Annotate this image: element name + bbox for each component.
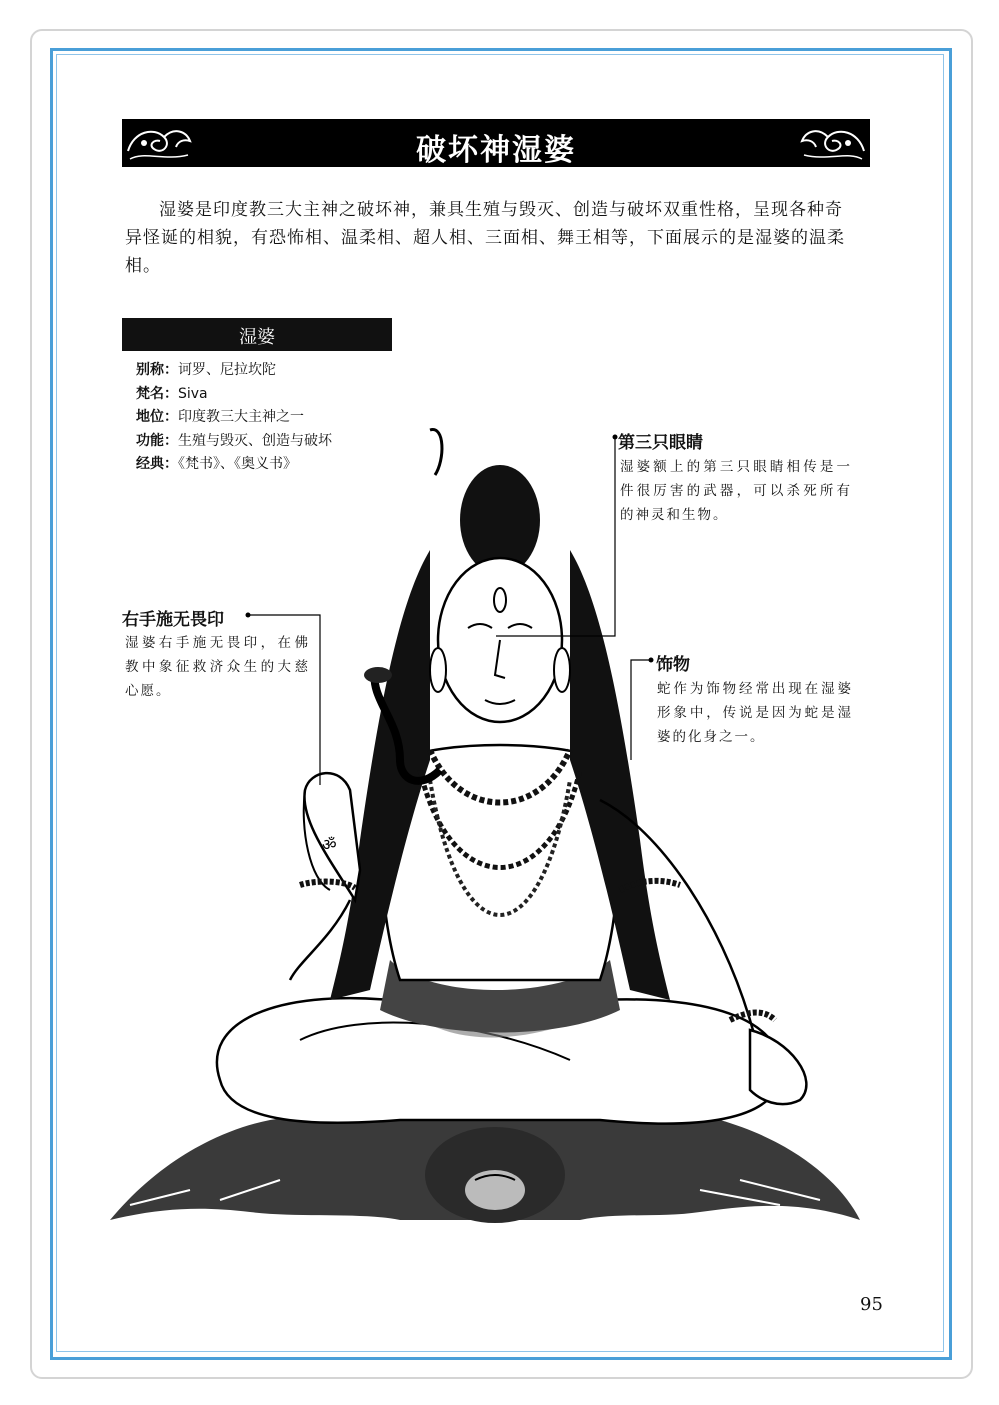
- profile-label: 梵名：: [136, 385, 178, 402]
- profile-row: [136, 359, 436, 383]
- annotation-ornament-body: 蛇作为饰物经常出现在湿婆形象中，传说是因为蛇是湿婆的化身之一。: [657, 681, 853, 745]
- profile-label: 经典：: [136, 456, 178, 472]
- page-number: 95: [860, 1294, 883, 1315]
- profile-name-bar: [122, 318, 392, 351]
- annotation-ornament-title: 饰物: [656, 655, 690, 675]
- annotation-third-eye-body: 湿婆额上的第三只眼睛相传是一件很厉害的武器，可以杀死所有的神灵和生物。: [620, 459, 852, 523]
- title-bar: [122, 119, 870, 167]
- profile-name: 湿婆: [239, 327, 275, 348]
- intro-paragraph: 湿婆是印度教三大主神之破坏神，兼具生殖与毁灭、创造与破坏双重性格，呈现各种奇异怪诞的相貌，有恐怖相、温柔相、超人相、三面相、舞王相等，下面展示的是湿婆的温柔相。: [125, 200, 845, 276]
- page-title: 破坏神湿婆: [416, 133, 576, 168]
- annotation-abhaya-mudra-body: 湿婆右手施无畏印，在佛教中象征救济众生的大慈心愿。: [125, 635, 310, 699]
- profile-label: 地位：: [136, 409, 178, 425]
- profile-value: 《梵书》、《奥义书》: [178, 456, 297, 472]
- profile-value: Siva: [178, 385, 208, 402]
- profile-label: 别称：: [136, 362, 178, 378]
- profile-label: 功能：: [136, 432, 178, 449]
- profile-value: 印度教三大主神之一: [178, 409, 304, 425]
- profile-value: 诃罗、尼拉坎陀: [178, 362, 276, 378]
- annotation-third-eye-title: 第三只眼睛: [618, 433, 703, 453]
- dragon-ornament-icon: [798, 121, 868, 165]
- annotation-abhaya-mudra-title: 右手施无畏印: [122, 610, 224, 630]
- svg-text:ॐ: ॐ: [322, 835, 337, 854]
- profile-value: 生殖与毁灭、创造与破坏: [178, 432, 332, 449]
